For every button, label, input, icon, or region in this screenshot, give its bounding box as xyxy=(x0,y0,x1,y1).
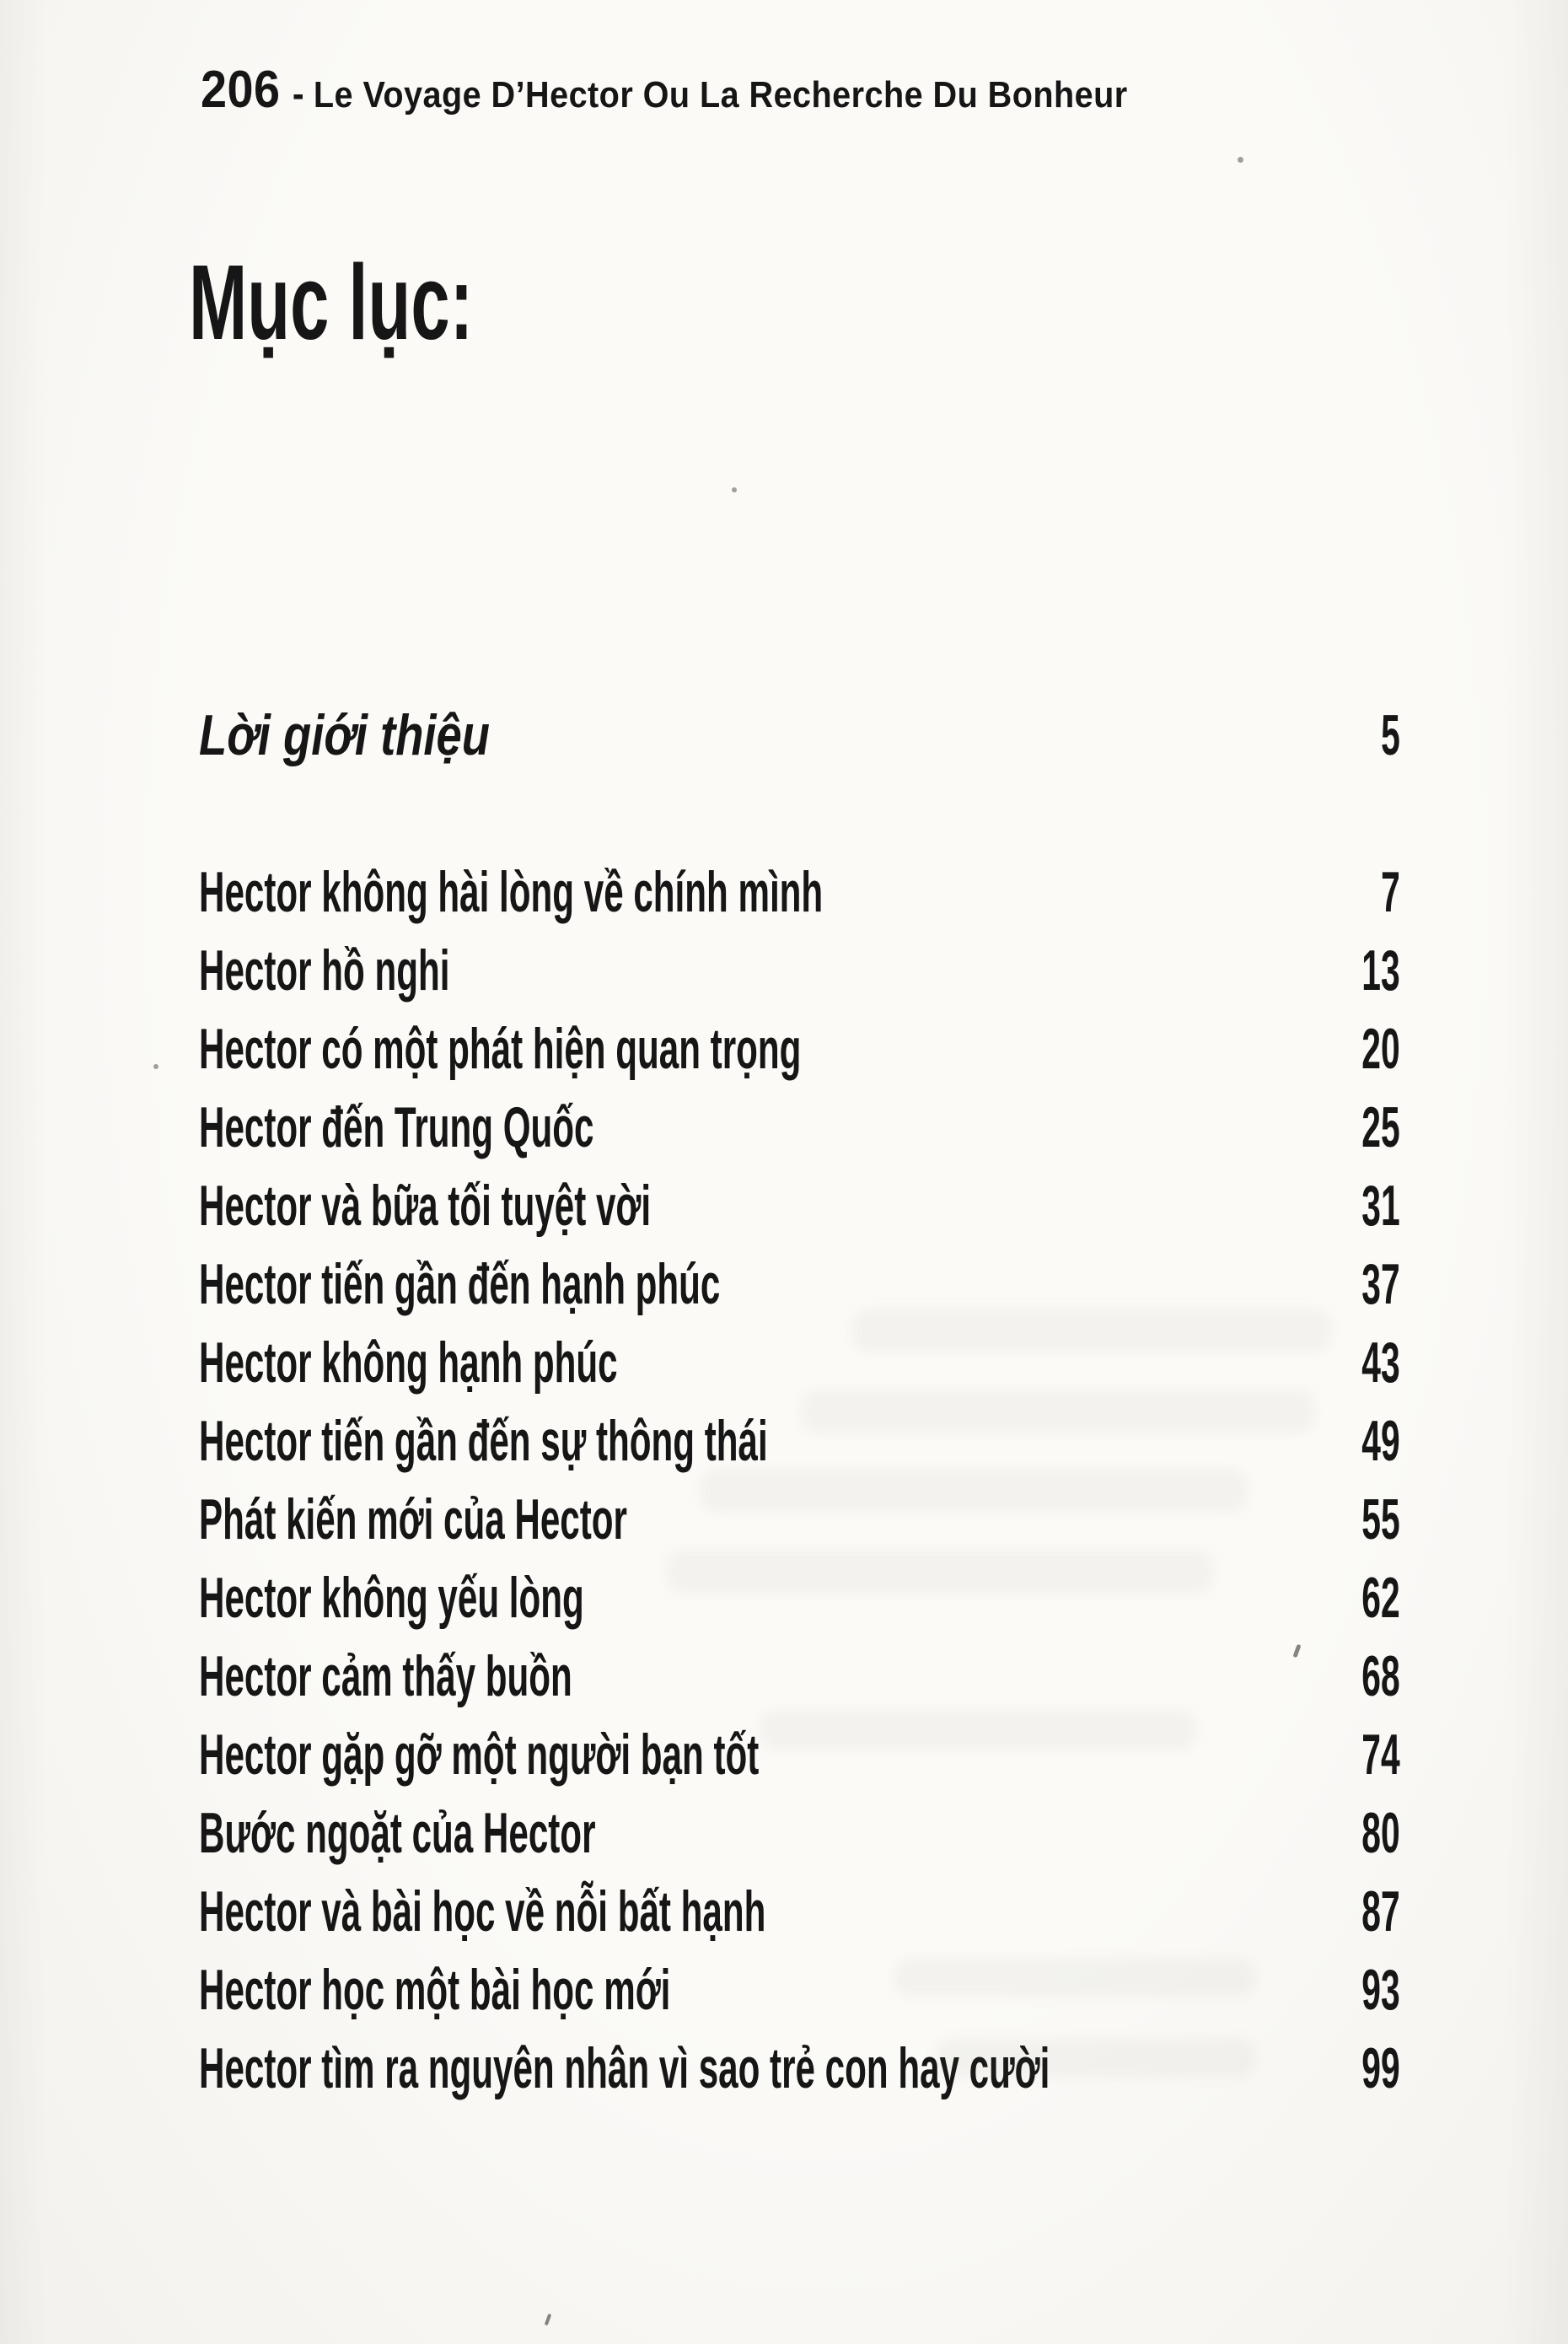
chapter-title: Hector gặp gỡ một người bạn tốt xyxy=(199,1723,760,1787)
chapter-page-number: 55 xyxy=(1361,1487,1400,1551)
scan-smudge xyxy=(759,1710,1197,1750)
page-title-text: Mục lục: xyxy=(189,243,474,362)
chapter-page-number: 20 xyxy=(1361,1017,1400,1081)
chapter-page-number: 31 xyxy=(1361,1174,1400,1238)
toc-row xyxy=(199,932,1400,1010)
scan-speck xyxy=(1238,157,1243,163)
running-head-book-title: Le Voyage D’Hector Ou La Recherche Du Bonheur xyxy=(313,74,1128,116)
running-head xyxy=(201,61,1128,119)
chapter-title: Hector có một phát hiện quan trọng xyxy=(199,1017,802,1081)
chapter-page-number: 87 xyxy=(1361,1879,1400,1943)
chapter-page-number: 43 xyxy=(1361,1331,1400,1395)
chapter-title: Hector tìm ra nguyên nhân vì sao trẻ con hay cười xyxy=(199,2036,1050,2100)
toc-row xyxy=(199,1873,1400,1951)
scan-smudge xyxy=(851,1309,1332,1352)
chapter-title: Hector và bài học về nỗi bất hạnh xyxy=(199,1879,766,1943)
chapter-page-number: 7 xyxy=(1381,860,1400,924)
scan-speck xyxy=(153,1064,158,1069)
chapter-page-number: 62 xyxy=(1361,1566,1400,1630)
chapter-title: Hector đến Trung Quốc xyxy=(199,1095,594,1159)
chapter-page-number: 80 xyxy=(1361,1801,1400,1865)
toc-intro-row xyxy=(199,696,1400,775)
scan-smudge xyxy=(894,1958,1256,1997)
page-title xyxy=(189,243,620,362)
toc-row xyxy=(199,1637,1400,1716)
toc-row xyxy=(199,1010,1400,1089)
scan-smudge xyxy=(666,1550,1214,1594)
scan-speck xyxy=(732,487,737,492)
toc-row xyxy=(199,1167,1400,1245)
chapter-page-number: 68 xyxy=(1361,1644,1400,1708)
chapter-page-number: 74 xyxy=(1361,1723,1400,1787)
chapter-page-number: 13 xyxy=(1361,938,1400,1003)
chapter-page-number: 99 xyxy=(1361,2036,1400,2100)
chapter-title: Hector học một bài học mới xyxy=(199,1958,671,2022)
scan-speck xyxy=(545,2314,552,2326)
toc-row xyxy=(199,853,1400,932)
scan-smudge xyxy=(700,1469,1248,1513)
chapter-title: Hector hồ nghi xyxy=(199,938,450,1003)
chapter-title: Hector không yếu lòng xyxy=(199,1566,584,1630)
scan-smudge xyxy=(801,1390,1315,1433)
chapter-page-number: 37 xyxy=(1361,1252,1400,1316)
toc-row xyxy=(199,1089,1400,1167)
chapter-page-number: 49 xyxy=(1361,1409,1400,1473)
running-head-separator: - xyxy=(292,72,305,116)
chapter-title: Hector không hạnh phúc xyxy=(199,1331,618,1395)
chapter-title: Lời giới thiệu xyxy=(199,703,491,767)
toc-row xyxy=(199,1794,1400,1873)
toc-spacer xyxy=(199,775,1400,853)
chapter-title: Hector tiến gần đến hạnh phúc xyxy=(199,1252,721,1316)
chapter-title: Hector và bữa tối tuyệt vời xyxy=(199,1174,652,1238)
chapter-page-number: 5 xyxy=(1381,703,1400,767)
chapter-title: Hector cảm thấy buồn xyxy=(199,1644,572,1708)
chapter-page-number: 93 xyxy=(1361,1958,1400,2022)
running-head-page-number: 206 xyxy=(201,61,281,119)
chapter-title: Phát kiến mới của Hector xyxy=(199,1487,627,1551)
chapter-title: Hector không hài lòng về chính mình xyxy=(199,860,824,924)
chapter-title: Hector tiến gần đến sự thông thái xyxy=(199,1409,768,1473)
scan-smudge xyxy=(936,2039,1256,2078)
chapter-title: Bước ngoặt của Hector xyxy=(199,1801,596,1865)
chapter-page-number: 25 xyxy=(1361,1095,1400,1159)
